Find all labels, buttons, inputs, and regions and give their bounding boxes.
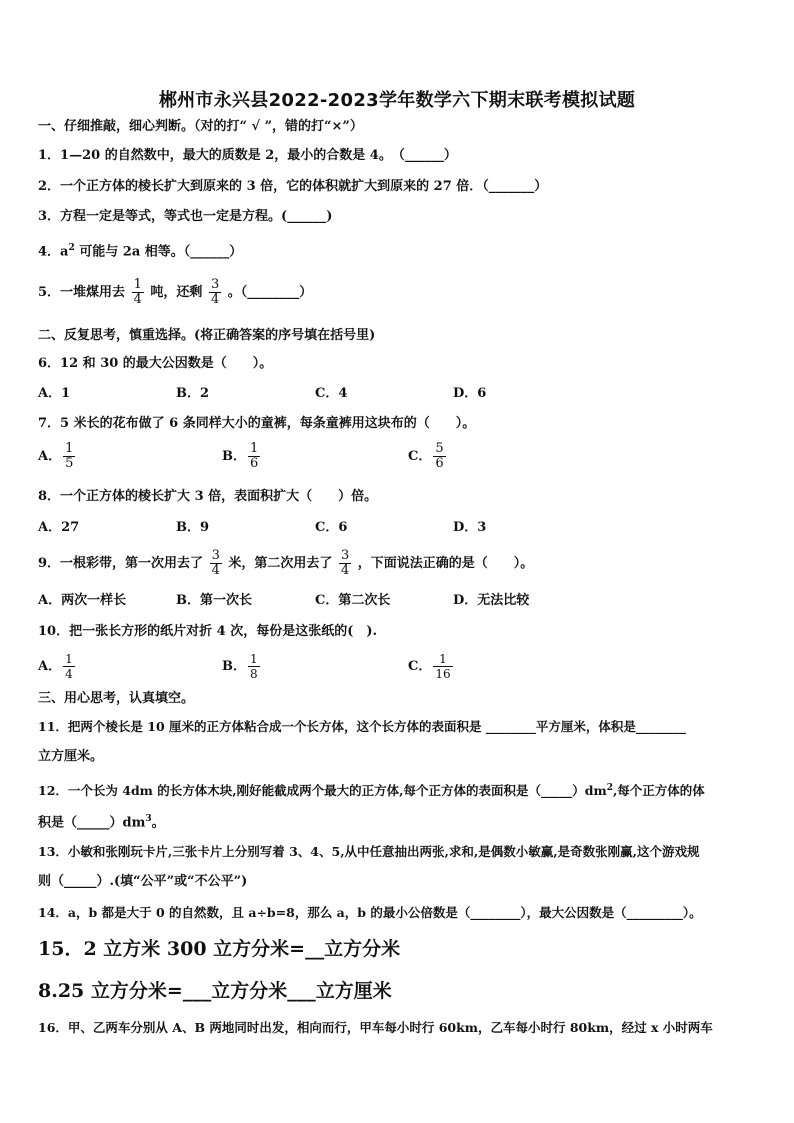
question-16: 16．甲、乙两车分别从 A、B 两地同时出发，相向而行，甲车每小时行 60km，乙车每小时行 80km，经过 x 小时两车 [38,1020,713,1035]
question-10: 10．把一张长方形的纸片对折 4 次，每份是这张纸的( ). [38,624,378,639]
question-15-cont: 8.25 立方分米=___立方分米___立方厘米 [38,980,392,1002]
option-c: C．4 [315,386,348,401]
section-2-heading: 二、反复思考，慎重选择。(将正确答案的序号填在括号里) [38,328,376,343]
question-1: 1．1—20 的自然数中，最大的质数是 2，最小的合数是 4。 （______） [38,148,457,163]
question-11: 11．把两个棱长是 10 厘米的正方体粘合成一个长方体，这个长方体的表面积是 ________平方厘米，体积是________ [38,719,686,734]
question-8: 8．一个正方体的棱长扩大 3 倍，表面积扩大（ ）倍。 [38,489,378,504]
question-5: 5．一堆煤用去 $\frac{1}{4}$ 吨，还剩 $\frac{3}{4}$ 。（________） [38,277,313,307]
option-b: B． $\frac{1}{8}$ [222,652,258,681]
option-d: D．无法比较 [453,593,530,608]
question-4: 4．$a^2$ 可能与 2a 相等。（______） [38,243,243,260]
fraction: $\frac{1}{4}$ [65,652,73,681]
question-13-cont: 则（_____）.(填“公平”或“不公平”) [38,874,248,889]
fraction: $\frac{3}{4}$ [211,548,220,578]
question-6: 6．12 和 30 的最大公因数是（ ）。 [38,356,273,371]
fraction: $\frac{1}{8}$ [250,652,258,681]
question-14: 14．a，b 都是大于 0 的自然数，且 a÷b=8，那么 a，b 的最小公倍数是（________），最大公因数是（_________）。 [38,905,702,920]
option-a: A． $\frac{1}{4}$ [38,652,73,681]
fraction: $\frac{3}{4}$ [340,548,350,578]
question-9: 9．一根彩带，第一次用去了 $\frac{3}{4}$ 米，第二次用去了 $\frac{3}{4}$ ，下面说法正确的是（ ）。 [38,548,534,578]
question-13: 13．小敏和张刚玩卡片,三张卡片上分别写着 3、4、5,从中任意抽出两张,求和,是偶数小敏赢,是奇数张刚赢,这个游戏规 [38,844,700,859]
option-c: C．6 [315,520,348,535]
section-3-heading: 三、用心思考，认真填空。 [38,691,195,706]
fraction: $\frac{5}{6}$ [435,441,444,471]
page-title: 郴州市永兴县2022-2023学年数学六下期末联考模拟试题 [158,90,636,111]
option-a: A． $\frac{1}{5}$ [38,441,74,471]
option-b: B．第一次长 [176,593,252,608]
option-c: C． $\frac{1}{16}$ [408,652,451,681]
question-15: 15．2 立方米 300 立方分米=__立方分米 [38,938,401,960]
option-a: A．1 [38,386,71,401]
option-b: B． $\frac{1}{6}$ [222,441,259,471]
option-d: D．3 [453,520,487,535]
option-a: A．两次一样长 [38,593,127,608]
section-1-heading: 一、仔细推敲，细心判断。（对的打“ √ ”，错的打“×”） [38,119,363,134]
fraction: $\frac{3}{4}$ [210,277,220,307]
option-d: D．6 [453,386,487,401]
question-2: 2．一个正方体的棱长扩大到原来的 3 倍，它的体积就扩大到原来的 27 倍．（_______） [38,179,548,194]
option-b: B．9 [176,520,210,535]
question-12-cont: 积是$(\_\_\_\_\_)dm^3$。 [38,814,165,831]
question-3: 3．方程一定是等式，等式也一定是方程。(______) [38,209,333,224]
fraction: $\frac{1}{6}$ [250,441,259,471]
fraction: $\frac{1}{5}$ [65,441,74,471]
option-b: B．2 [176,386,210,401]
fraction: $\frac{1}{16}$ [435,652,451,681]
fraction: $\frac{1}{4}$ [133,277,142,307]
option-c: C．第二次长 [315,593,391,608]
question-12: 12．一个长为 4dm 的长方体木块,刚好能截成两个最大的正方体,每个正方体的表面积是$(\_\_\_\_\_)dm^2$,每个正方体的体 [38,783,705,799]
question-11-cont: 立方厘米。 [38,749,104,764]
option-c: C． $\frac{5}{6}$ [408,441,444,471]
question-7: 7．5 米长的花布做了 6 条同样大小的童裤，每条童裤用这块布的（ ）。 [38,416,476,431]
option-a: A．27 [38,520,80,535]
